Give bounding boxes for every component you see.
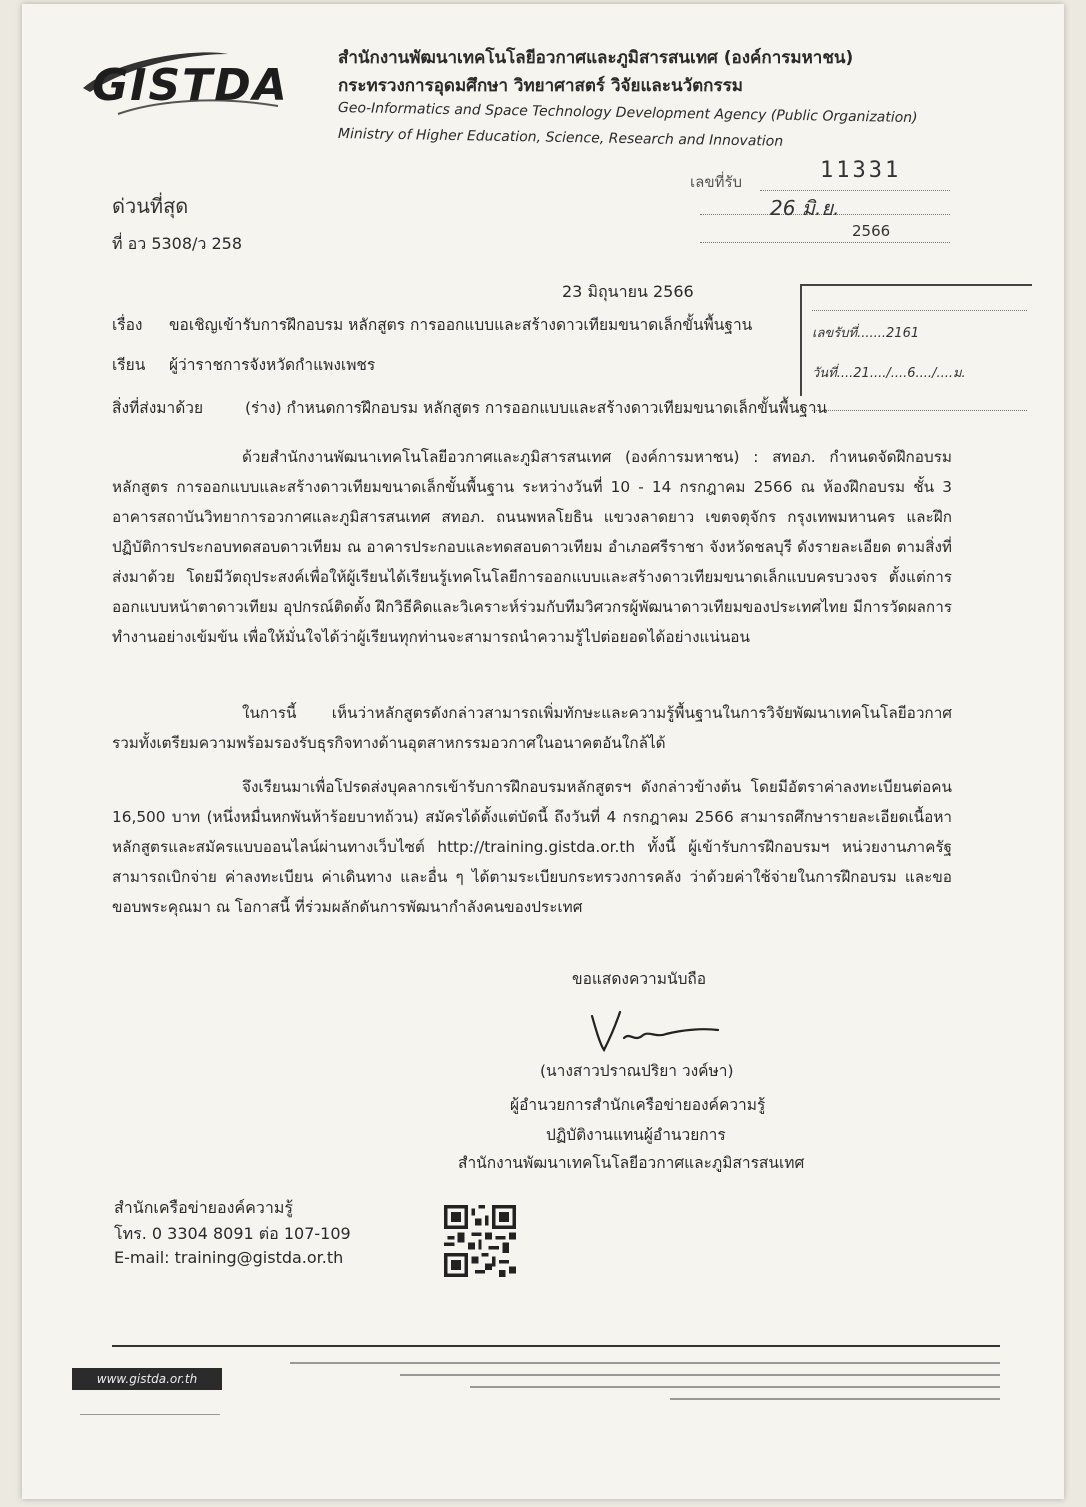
ministry-name-en: Ministry of Higher Education, Science, Research and Innovation: [337, 126, 784, 150]
stamp-dotline: [700, 242, 950, 243]
ministry-name-th: กระทรวงการอุดมศึกษา วิทยาศาสตร์ วิจัยและนวัตกรรม: [338, 76, 743, 96]
closing-text: ขอแสดงความนับถือ: [572, 970, 707, 988]
stamp-label: เลขที่รับ: [690, 173, 743, 191]
footer-address-line: [290, 1362, 1000, 1364]
body-paragraph-1: [112, 442, 952, 652]
paragraph-text: ในการนี้ เห็นว่าหลักสูตรดังกล่าวสามารถเพิ่มทักษะและความรู้พื้นฐานในการวิจัยพัฒนาเทคโนโลยีอวกาศ รวมทั้งเตรียมความพร้อมรองรับธุรกิจทางด้านอุตสาหกรรมอวกาศในอนาคตอันใกล้ได้: [112, 704, 952, 752]
received-dotline: [812, 410, 1027, 411]
footer-small-line: [80, 1414, 220, 1415]
footer-divider: [112, 1345, 1000, 1347]
signatory-title-2: ปฏิบัติงานแทนผู้อำนวยการ: [546, 1126, 726, 1144]
enclosure-text: (ร่าง) กำหนดการฝึกอบรม หลักสูตร การออกแบบและสร้างดาวเทียมขนาดเล็กขั้นพื้นฐาน: [244, 399, 828, 417]
to-text: ผู้ว่าราชการจังหวัดกำแพงเพชร: [168, 356, 376, 374]
logo-text: GISTDA: [92, 60, 289, 111]
body-paragraph-3: [112, 772, 952, 922]
footer-address-line: [470, 1386, 1000, 1388]
contact-email: E-mail: training@gistda.or.th: [114, 1248, 344, 1267]
reference-number: ที่ อว 5308/ว 258: [112, 234, 243, 253]
org-name-en: Geo-Informatics and Space Technology Development Agency (Public Organization): [337, 100, 918, 127]
signatory-title-3: สำนักงานพัฒนาเทคโนโลยีอวกาศและภูมิสารสนเทศ: [458, 1154, 805, 1172]
received-date: วันที่....21..../....6..../....ม.: [812, 366, 966, 381]
qr-code: [444, 1205, 516, 1277]
signatory-name: (นางสาวปราณปริยา วงค์ษา): [540, 1062, 734, 1080]
paragraph-text: ด้วยสำนักงานพัฒนาเทคโนโลยีอวกาศและภูมิสารสนเทศ (องค์การมหาชน) : สทอภ. กำหนดจัดฝึกอบรม หลักสูตร การออกแบบและสร้างดาวเทียมขนาดเล็กขั้นพื้นฐาน ระหว่างวันที่ 10 - 14 กรกฎาคม 2566 ณ ห้องฝึกอบรม ชั้น 3 อาคารสถาบันวิทยาการอวกาศและภูมิสารสนเทศ สทอภ. ถนนพหลโยธิน แขวงลาดยาว เขตจตุจักร กรุงเทพมหานคร และฝึกปฏิบัติการประกอบทดสอบดาวเทียม ณ อาคารประกอบและทดสอบดาวเทียม อำเภอศรีราชา จังหวัดชลบุรี ดังรายละเอียด ตามสิ่งที่ส่งมาด้วย โดยมีวัตถุประสงค์เพื่อให้ผู้เรียนได้เรียนรู้เทคโนโลยีการออกแบบและสร้างดาวเทียมขนาดเล็กแบบครบวงจร ตั้งแต่การออกแบบหน้าตาดาวเทียม อุปกรณ์ติดตั้ง ฝึกวิธีคิดและวิเคราะห์ร่วมกับทีมวิศวกรผู้พัฒนาดาวเทียมของประเทศไทย มีการวัดผลการทำงานอย่างเข้มข้น เพื่อให้มั่นใจได้ว่าผู้เรียนทุกท่านจะสามารถนำความรู้ไปต่อยอดได้อย่างแน่นอน: [112, 448, 952, 646]
handwritten-signature: [586, 1008, 726, 1058]
received-number: เลขรับที่.......2161: [812, 326, 920, 341]
footer-address-line: [400, 1374, 1000, 1376]
stamp-date: 26 มิ.ย.: [770, 196, 840, 220]
stamp-number: 11331: [820, 158, 902, 183]
contact-phone: โทร. 0 3304 8091 ต่อ 107-109: [114, 1224, 351, 1243]
subject-label: เรื่อง: [112, 316, 143, 334]
body-paragraph-2: [112, 698, 952, 758]
letter-date: 23 มิถุนายน 2566: [562, 282, 694, 301]
to-row: [112, 352, 375, 377]
org-name-th: สำนักงานพัฒนาเทคโนโลยีอวกาศและภูมิสารสนเทศ (องค์การมหาชน): [338, 48, 854, 68]
subject-text: ขอเชิญเข้ารับการฝึกอบรม หลักสูตร การออกแบบและสร้างดาวเทียมขนาดเล็กขั้นพื้นฐาน: [168, 316, 753, 334]
paragraph-text: จึงเรียนมาเพื่อโปรดส่งบุคลากรเข้ารับการฝึกอบรมหลักสูตรฯ ดังกล่าวข้างต้น โดยมีอัตราค่าลงทะเบียนต่อคน 16,500 บาท (หนึ่งหมื่นหกพันห้าร้อยบาทถ้วน) สมัครได้ตั้งแต่บัดนี้ ถึงวันที่ 4 กรกฎาคม 2566 สามารถศึกษารายละเอียดเนื้อหาหลักสูตรและสมัครแบบออนไลน์ผ่านทางเว็บไซต์ http://training.gistda.or.th ทั้งนี้ ผู้เข้ารับการฝึกอบรมฯ หน่วยงานภาครัฐ สามารถเบิกจ่าย ค่าลงทะเบียน ค่าเดินทาง และอื่น ๆ ได้ตามระเบียบกระทรวงการคลัง ว่าด้วยค่าใช้จ่ายในการฝึกอบรม และขอขอบพระคุณมา ณ โอกาสนี้ ที่ร่วมผลักดันการพัฒนากำลังคนของประเทศ: [112, 778, 952, 916]
contact-office: สำนักเครือข่ายองค์ความรู้: [114, 1198, 293, 1217]
stamp-year: 2566: [852, 222, 891, 240]
urgency-label: ด่วนที่สุด: [112, 194, 189, 218]
enclosure-row: [112, 395, 827, 420]
footer-address-line: [670, 1398, 1000, 1400]
received-dotline: [812, 310, 1027, 311]
subject-row: [112, 312, 752, 337]
stamp-dotline: [760, 190, 950, 191]
website-badge: www.gistda.or.th: [72, 1368, 222, 1390]
enclosure-label: สิ่งที่ส่งมาด้วย: [112, 399, 204, 417]
signatory-title-1: ผู้อำนวยการสำนักเครือข่ายองค์ความรู้: [510, 1096, 766, 1114]
to-label: เรียน: [112, 356, 146, 374]
